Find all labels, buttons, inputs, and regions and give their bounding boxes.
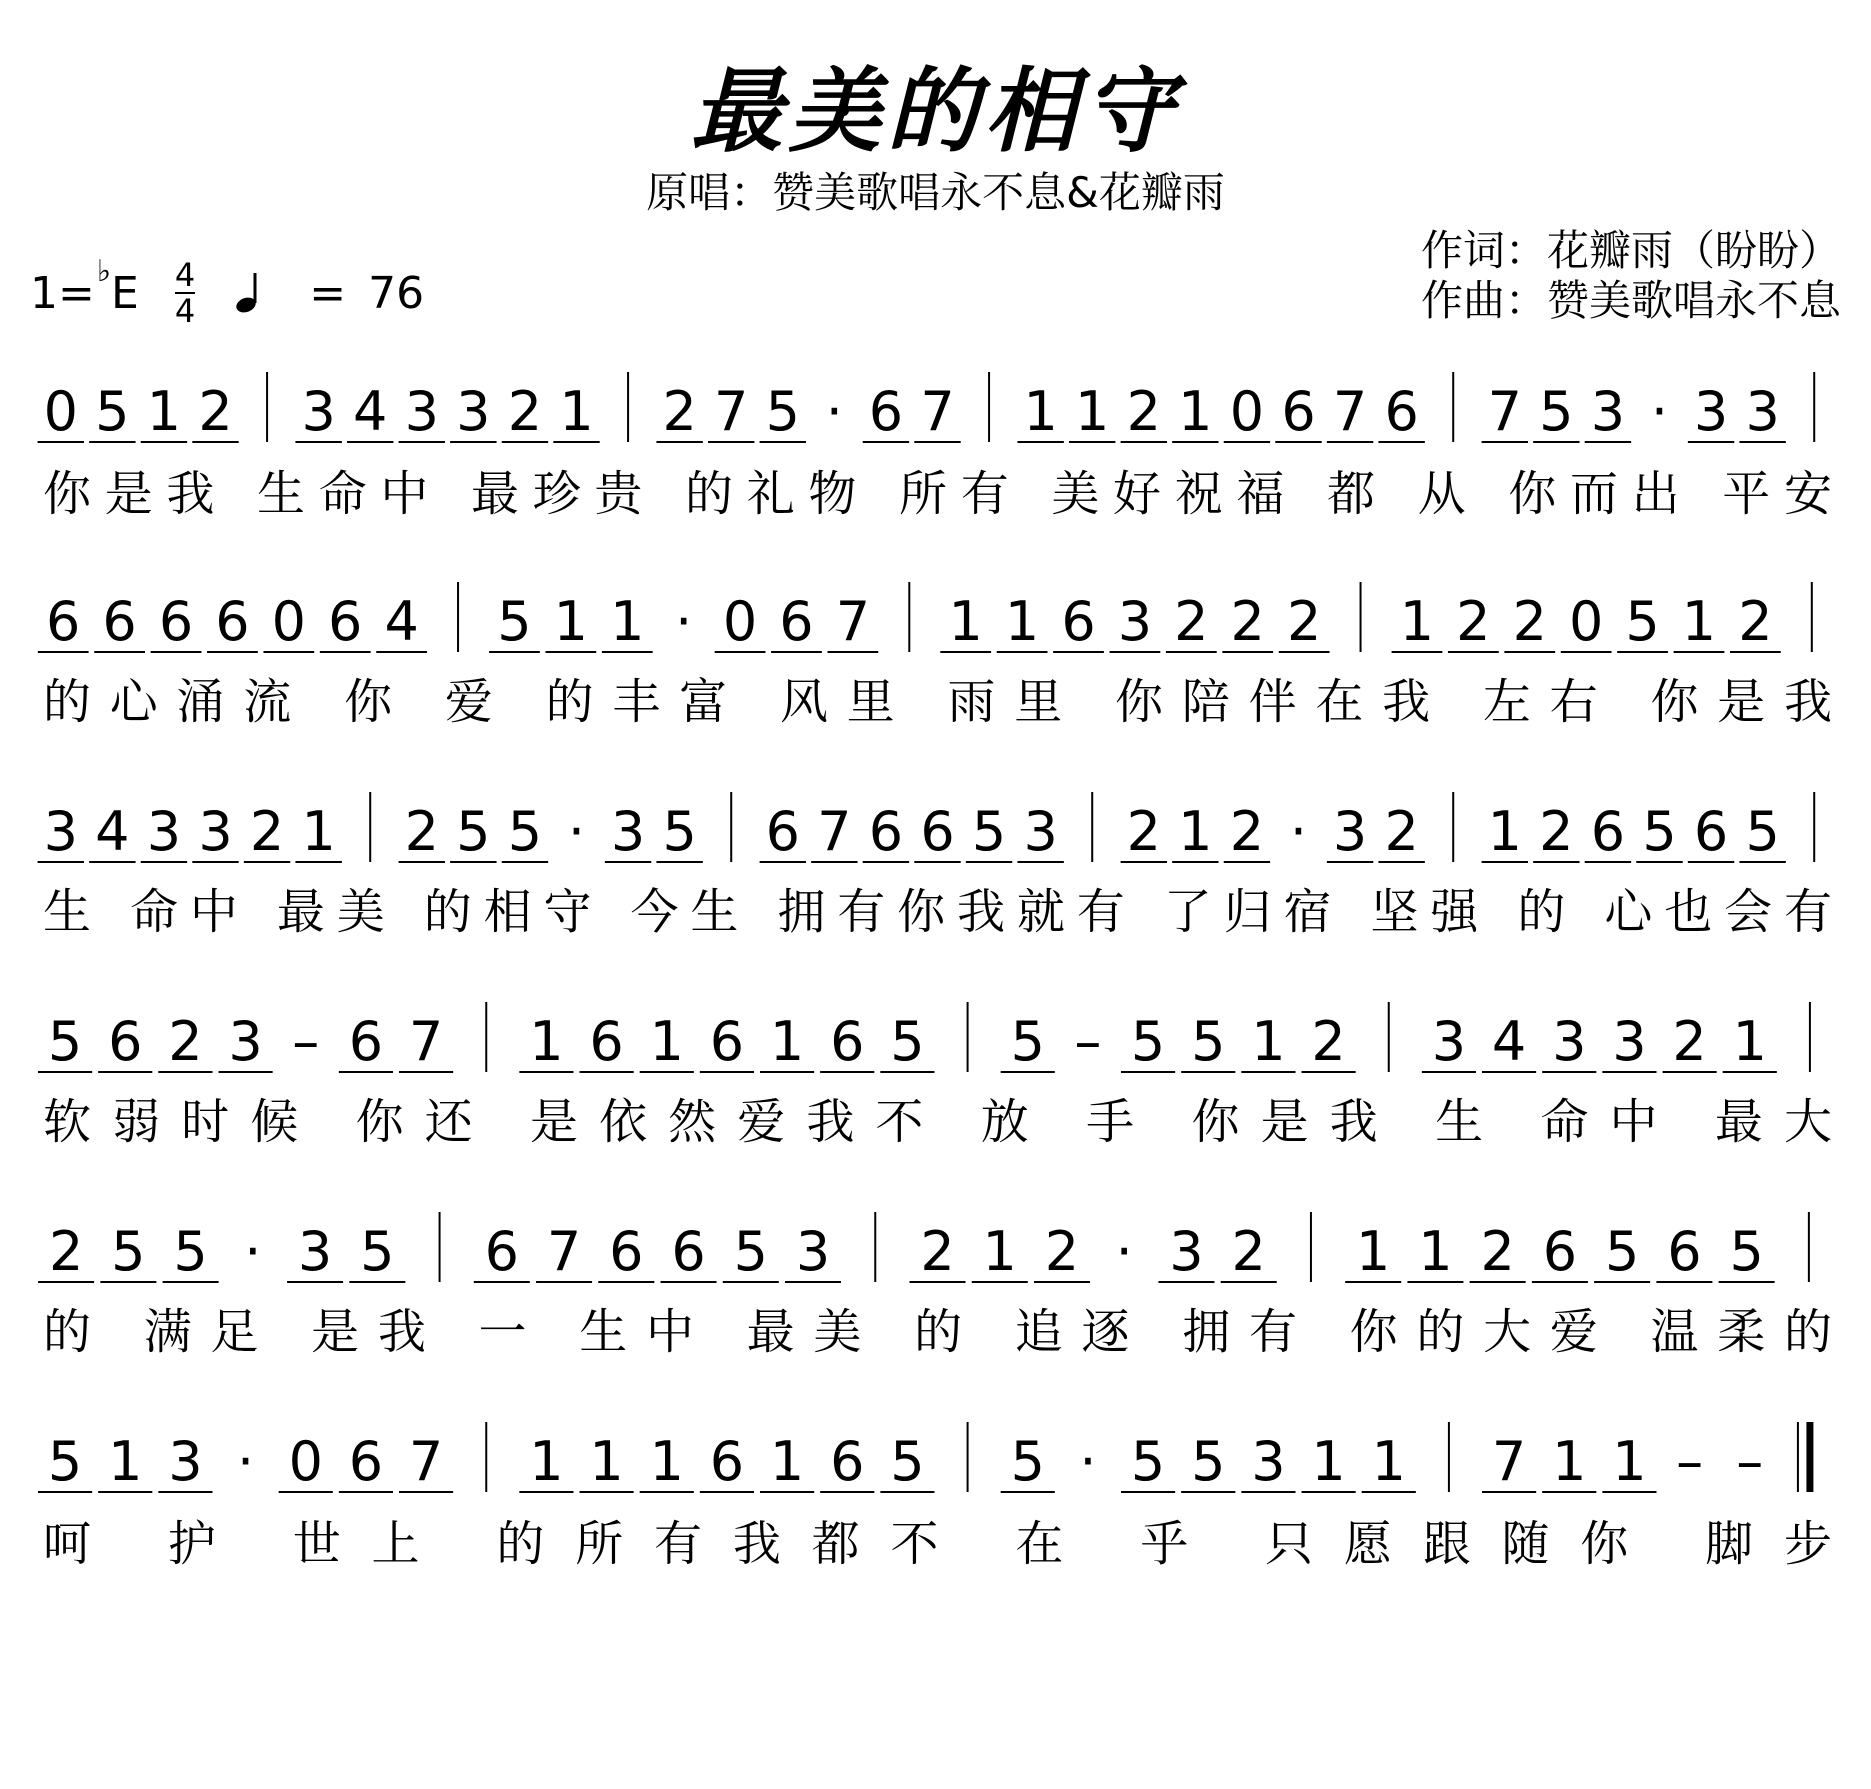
key-letter: E: [111, 267, 139, 319]
note: 3: [1693, 380, 1729, 443]
note: 5: [733, 1220, 768, 1283]
note: 3: [1169, 1220, 1204, 1283]
note: 1: [982, 1220, 1017, 1283]
note: 3: [1745, 380, 1780, 443]
note: 6: [328, 590, 363, 653]
note: 1: [1311, 1430, 1346, 1493]
note: 3: [1023, 800, 1058, 863]
note: 7: [1332, 380, 1368, 443]
note: 5: [662, 800, 697, 863]
note: 5: [1010, 1430, 1045, 1493]
lyrics-line: 呵 护 世上 的所有我都不 在 乎 只愿跟随你 脚步: [43, 1516, 1833, 1572]
note: ·: [244, 1220, 262, 1283]
note: 0: [43, 380, 78, 443]
note: 6: [1667, 1220, 1702, 1283]
note: 1: [1612, 1430, 1647, 1493]
note: 3: [610, 800, 646, 863]
note: 6: [1281, 380, 1316, 443]
note: 7: [408, 1430, 444, 1493]
note: 1: [108, 1430, 143, 1493]
note: 5: [456, 800, 491, 863]
note: 1: [1371, 1430, 1406, 1493]
note: 2: [1384, 800, 1419, 863]
note: 7: [408, 1010, 444, 1073]
note: 6: [1693, 800, 1729, 863]
note: 1: [301, 800, 336, 863]
note: 1: [1004, 590, 1040, 653]
note: 2: [920, 1220, 955, 1283]
note: 1: [589, 1430, 624, 1493]
note: 6: [589, 1010, 624, 1073]
note: 5: [47, 1430, 83, 1493]
note: 2: [404, 800, 439, 863]
note: 5: [360, 1220, 395, 1283]
note: 6: [348, 1010, 384, 1073]
note: 1: [1178, 380, 1213, 443]
note: 6: [348, 1430, 384, 1493]
note: 3: [795, 1220, 831, 1283]
note: 6: [1384, 380, 1419, 443]
note: 3: [1332, 800, 1368, 863]
note: 2: [1126, 380, 1161, 443]
key-prefix: 1=: [30, 267, 95, 319]
note: 7: [546, 1220, 582, 1283]
note: 3: [228, 1010, 263, 1073]
note: 2: [662, 380, 697, 443]
note: 6: [609, 1220, 644, 1283]
note: 4: [353, 380, 388, 443]
note: –: [1676, 1430, 1704, 1493]
note: 1: [1075, 380, 1110, 443]
note: 3: [1612, 1010, 1647, 1073]
note: 6: [709, 1010, 745, 1073]
note: 6: [46, 590, 81, 653]
note: 1: [769, 1010, 805, 1073]
note: 0: [1229, 380, 1265, 443]
note: ·: [1289, 800, 1308, 863]
note: 7: [1487, 380, 1522, 443]
note: 3: [198, 800, 233, 863]
note: 2: [1126, 800, 1161, 863]
note: 6: [671, 1220, 706, 1283]
note: 2: [1539, 800, 1574, 863]
note: 3: [43, 800, 78, 863]
note: 5: [890, 1010, 925, 1073]
note: 2: [48, 1220, 84, 1283]
note: 1: [769, 1430, 805, 1493]
note: 7: [1491, 1430, 1527, 1493]
note: 3: [1431, 1010, 1467, 1073]
note: 2: [1231, 1220, 1266, 1283]
note: 6: [868, 380, 904, 443]
note: ·: [1079, 1430, 1097, 1493]
note: 1: [610, 590, 645, 653]
note: 1: [1552, 1430, 1587, 1493]
note: 5: [1539, 380, 1574, 443]
note: 3: [297, 1220, 333, 1283]
note: 3: [1117, 590, 1153, 653]
note: 2: [1738, 590, 1773, 653]
note: 5: [765, 380, 800, 443]
note: ·: [825, 380, 843, 443]
note: 1: [1356, 1220, 1391, 1283]
note: 5: [497, 590, 532, 653]
note: 1: [649, 1430, 684, 1493]
note: 5: [971, 800, 1007, 863]
note: 2: [168, 1010, 203, 1073]
lyrics-line: 生 命中 最美 的相守 今生 拥有你我就有 了归宿 坚强 的 心也会有: [43, 884, 1832, 940]
note: 6: [108, 1010, 143, 1073]
song-title: 最美的相守: [690, 57, 1181, 165]
note: 5: [507, 800, 543, 863]
note: 1: [1681, 590, 1717, 653]
note: 5: [111, 1220, 146, 1283]
note: 1: [649, 1010, 684, 1073]
composer: 作曲：赞美歌唱永不息: [1420, 276, 1841, 325]
note: 1: [1023, 380, 1058, 443]
note: –: [1736, 1430, 1764, 1493]
note: 2: [1672, 1010, 1707, 1073]
lyrics-line: 的心涌流 你 爱 的丰富 风里 雨里 你陪伴在我 左右 你是我: [43, 674, 1832, 730]
note: 3: [404, 380, 439, 443]
note: 2: [1512, 590, 1547, 653]
note: 5: [1642, 800, 1677, 863]
note: 1: [529, 1010, 564, 1073]
note: 6: [765, 800, 800, 863]
note: 1: [529, 1430, 564, 1493]
note: 6: [920, 800, 955, 863]
note: ·: [1115, 1220, 1133, 1283]
note: 7: [714, 380, 749, 443]
lyrics-line: 软弱时候 你还 是依然爱我不 放 手 你是我 生 命中 最大: [43, 1094, 1832, 1150]
note: 5: [1191, 1430, 1226, 1493]
note: 7: [835, 590, 871, 653]
note: 6: [868, 800, 904, 863]
note: 5: [47, 1010, 83, 1073]
tempo-value: 76: [368, 267, 425, 319]
note: 0: [288, 1430, 323, 1493]
note: 1: [1418, 1220, 1453, 1283]
note: 3: [1590, 380, 1626, 443]
note: 4: [1491, 1010, 1527, 1073]
note: 5: [95, 380, 130, 443]
note: 1: [1399, 590, 1435, 653]
note: 6: [779, 590, 814, 653]
note: 6: [1542, 1220, 1578, 1283]
note: 5: [1729, 1220, 1764, 1283]
note: 7: [920, 380, 955, 443]
note: 6: [102, 590, 137, 653]
note: 0: [722, 590, 758, 653]
note: 1: [1251, 1010, 1286, 1073]
note: 5: [1604, 1220, 1640, 1283]
original-singer: 原唱：赞美歌唱永不息&花瓣雨: [646, 168, 1225, 217]
note: ·: [675, 590, 693, 653]
note: 6: [215, 590, 250, 653]
note: 2: [1480, 1220, 1515, 1283]
note: 0: [271, 590, 307, 653]
note: 5: [1010, 1010, 1045, 1073]
note: ·: [1650, 380, 1669, 443]
note: 6: [484, 1220, 519, 1283]
note: 5: [1130, 1430, 1166, 1493]
note: 6: [830, 1430, 865, 1493]
note: 5: [1745, 800, 1780, 863]
note: 2: [1174, 590, 1209, 653]
note: 5: [1191, 1010, 1226, 1073]
note: 3: [456, 380, 491, 443]
key-flat: ♭: [96, 253, 112, 289]
note: 3: [1251, 1430, 1286, 1493]
tempo-equals: =: [309, 267, 347, 319]
note: 2: [249, 800, 285, 863]
note: 6: [709, 1430, 745, 1493]
note: 2: [1456, 590, 1491, 653]
time-top: 4: [174, 256, 196, 294]
note: 2: [507, 380, 543, 443]
note: 5: [890, 1430, 925, 1493]
note: 0: [1568, 590, 1604, 653]
note: 4: [95, 800, 130, 863]
note: 5: [1130, 1010, 1166, 1073]
note: 2: [198, 380, 233, 443]
note: 5: [173, 1220, 208, 1283]
note: 6: [1061, 590, 1096, 653]
lyricist: 作词：花瓣雨（盼盼）: [1420, 226, 1841, 275]
note: 1: [146, 380, 182, 443]
note: ·: [567, 800, 586, 863]
note: ·: [236, 1430, 255, 1493]
note: 3: [1552, 1010, 1587, 1073]
note: 2: [1044, 1220, 1080, 1283]
note: 2: [1229, 800, 1265, 863]
note: 6: [158, 590, 194, 653]
note: 1: [559, 380, 594, 443]
note: 6: [1590, 800, 1626, 863]
note: 1: [948, 590, 983, 653]
note: 4: [384, 590, 419, 653]
note: 3: [301, 380, 336, 443]
note: 2: [1286, 590, 1322, 653]
note: 1: [553, 590, 589, 653]
note: 3: [146, 800, 182, 863]
note: 6: [830, 1010, 865, 1073]
note: 5: [1625, 590, 1660, 653]
note: 2: [1311, 1010, 1346, 1073]
note: 1: [1487, 800, 1522, 863]
note: 3: [168, 1430, 203, 1493]
note: 1: [1732, 1010, 1767, 1073]
lyrics-line: 你是我 生命中 最珍贵 的礼物 所有 美好祝福 都 从 你而出 平安: [43, 466, 1833, 522]
lyrics-line: 的 满足 是我 一 生中 最美 的 追逐 拥有 你的大爱 温柔的: [43, 1304, 1832, 1360]
note: –: [292, 1010, 320, 1073]
note: 1: [1178, 800, 1213, 863]
note: 7: [817, 800, 852, 863]
note: 2: [1230, 590, 1265, 653]
time-bottom: 4: [174, 292, 196, 330]
note: –: [1074, 1010, 1102, 1073]
